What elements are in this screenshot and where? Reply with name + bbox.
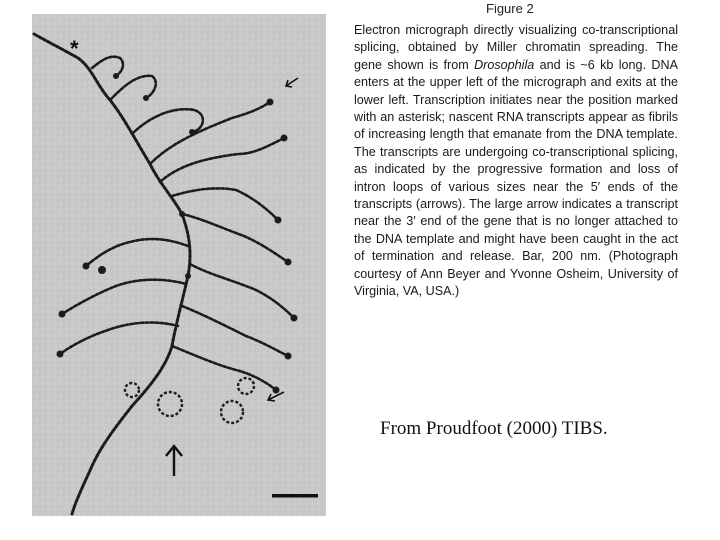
source-citation: From Proudfoot (2000) TIBS. [380, 418, 608, 439]
electron-micrograph [32, 14, 326, 516]
figure-caption [354, 22, 678, 301]
caption-organism: Drosophila [474, 57, 535, 72]
caption-text-part2: and is ~6 kb long. DNA enters at the upper left of the micrograph and exits at the lower left. Transcription initiates near the position marked with an asterisk; nascent RNA transcripts appear as fibrils of increasing length that emanate from the DNA template. The transcripts are undergoing co-transcriptional splicing, as indicated by the progressive formation and loss of intron loops of various sizes near the 5′ ends of the transcripts (arrows). The large arrow indicates a transcript near the 3′ end of the gene that is no longer attached to the DNA template and might have been caught in the act of termination and release. Bar, 200 nm. (Photograph courtesy of Ann Beyer and Yvonne Osheim, University of Virginia, VA, USA.) [354, 57, 678, 299]
caption-text-part1: Electron micrograph directly visualizing co-transcriptional splicing, obtained by Miller chromatin spreading. The gene shown is from [354, 23, 678, 72]
asterisk-marker: * [70, 36, 79, 61]
scale-bar [272, 494, 318, 498]
figure-label: Figure 2 [486, 4, 534, 16]
